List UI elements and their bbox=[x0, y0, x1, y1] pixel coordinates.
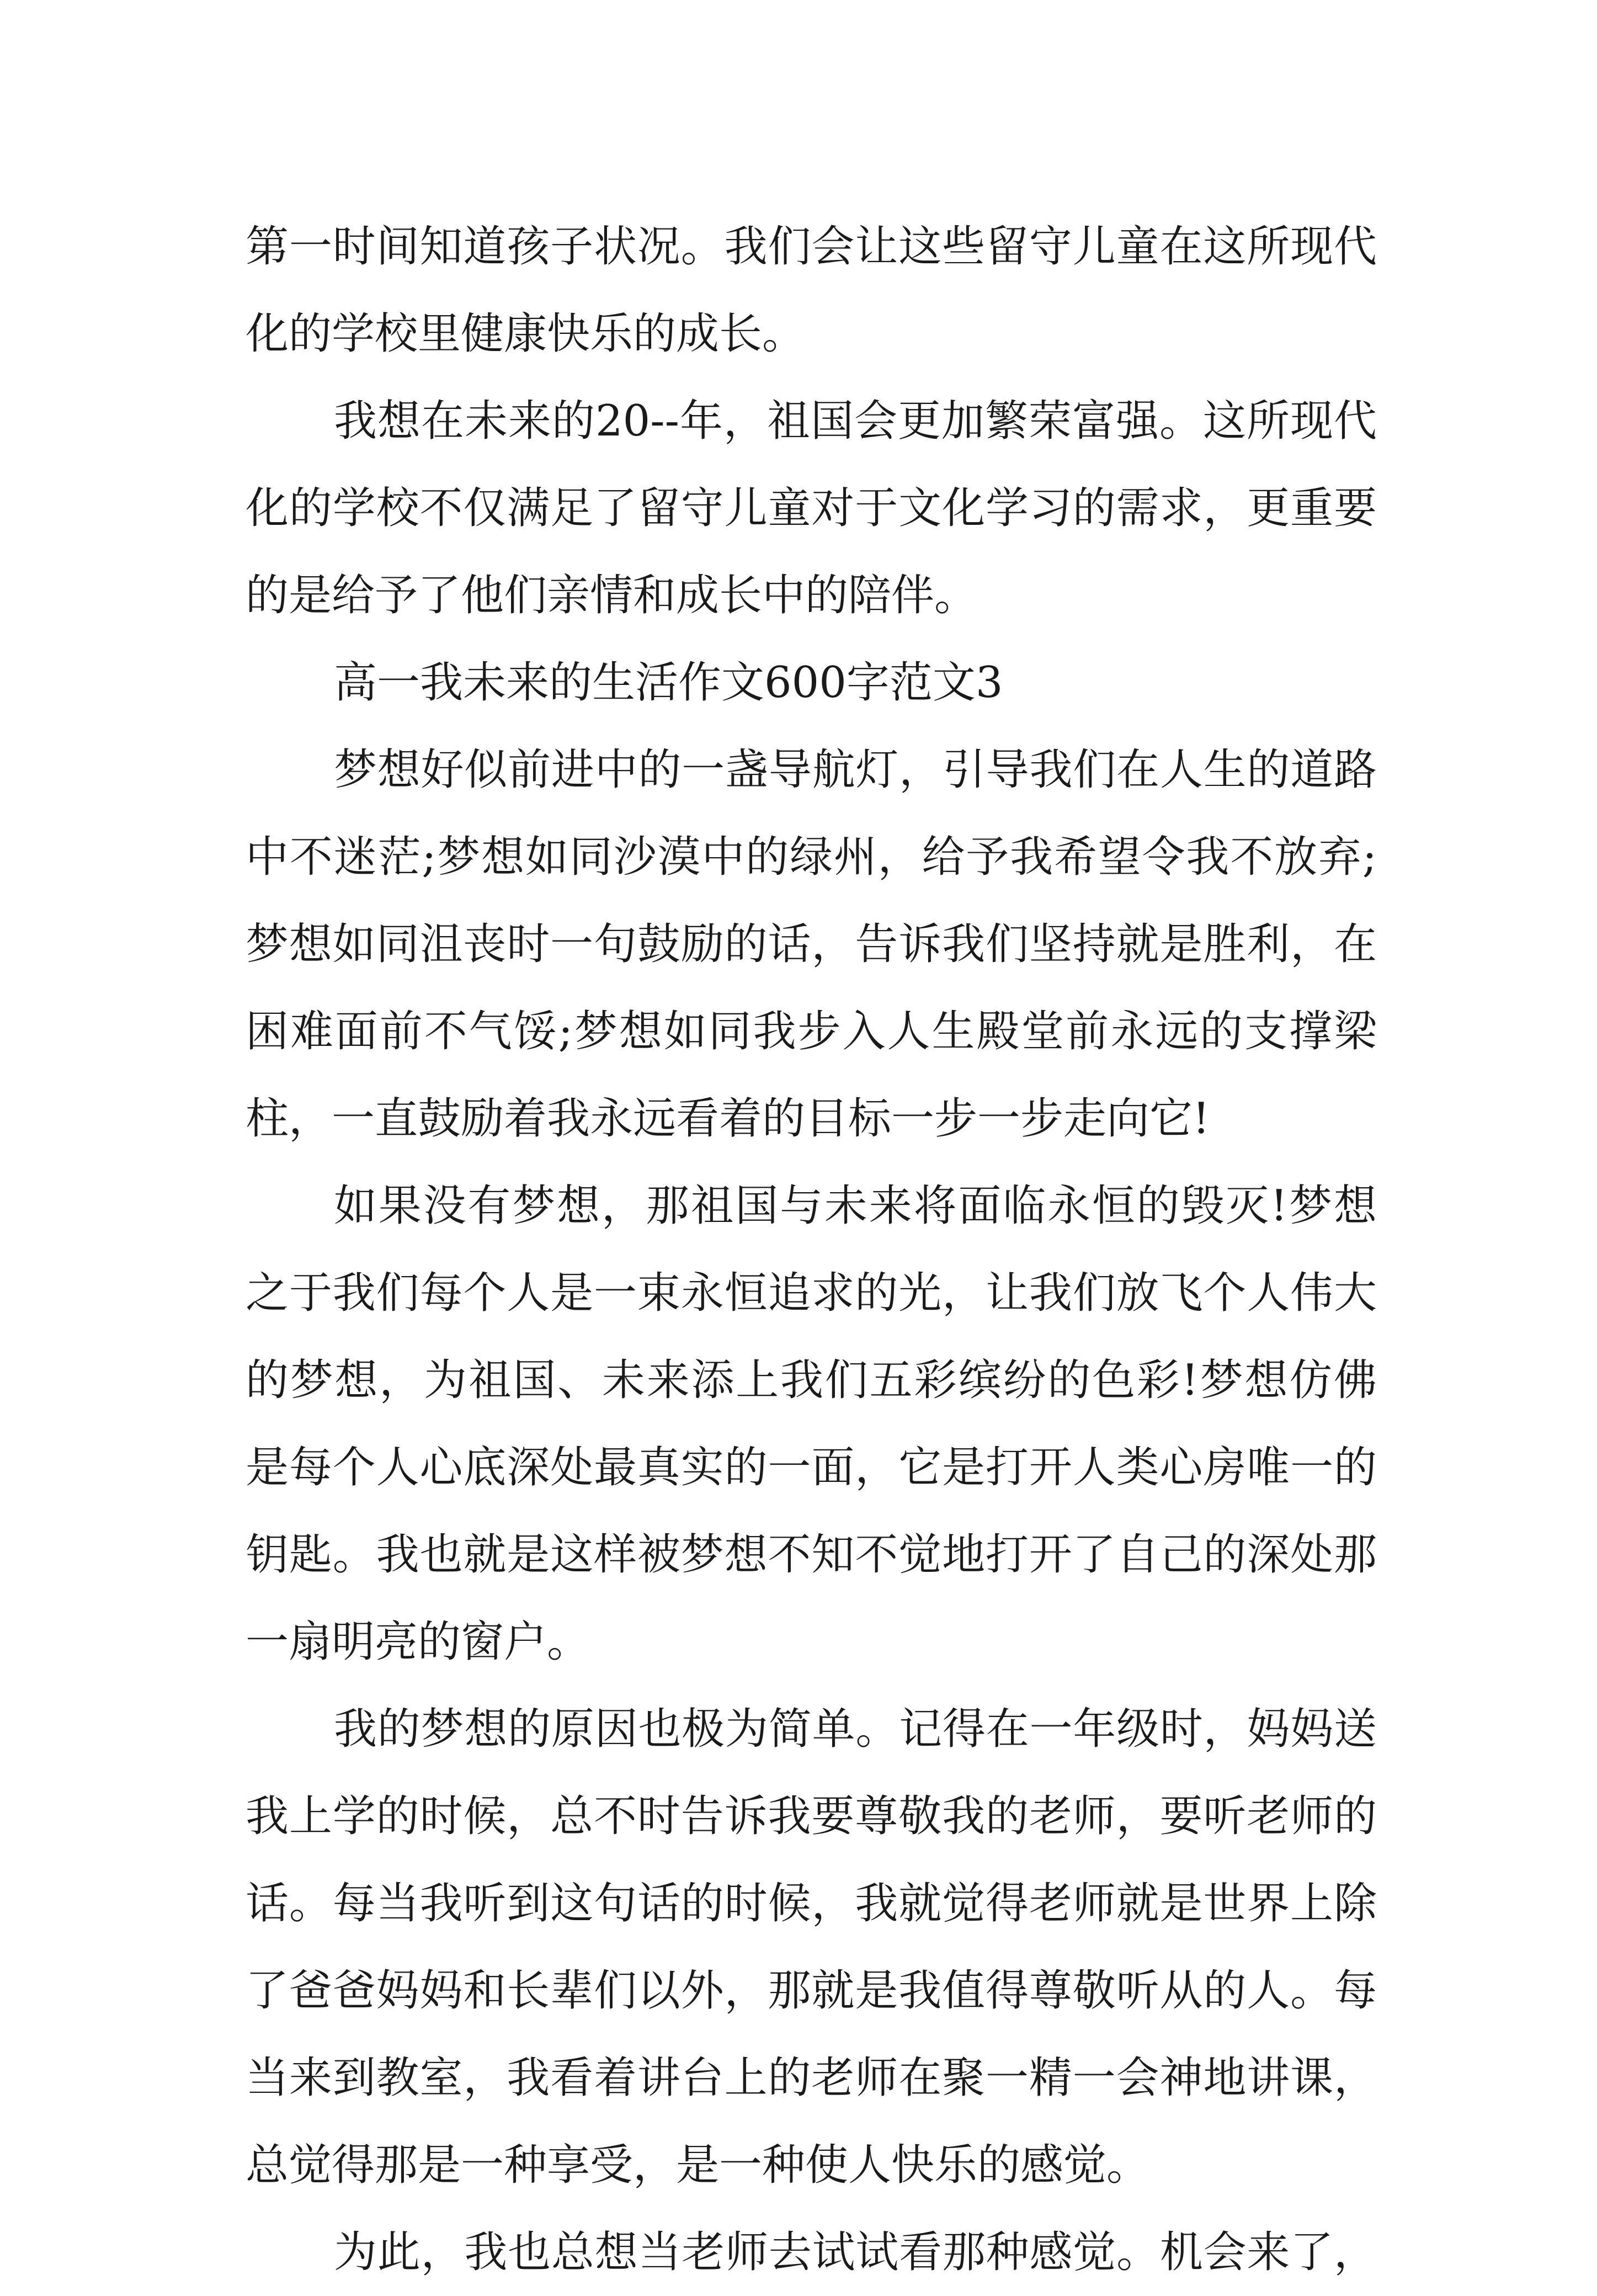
text-line: 梦想如同沮丧时一句鼓励的话，告诉我们坚持就是胜利，在 bbox=[246, 920, 1377, 969]
text-line: 了爸爸妈妈和长辈们以外，那就是我值得尊敬听从的人。每 bbox=[246, 1966, 1377, 2016]
paragraph bbox=[246, 203, 1377, 378]
text-line: 总觉得那是一种享受，是一种使人快乐的感觉。 bbox=[246, 2140, 1150, 2190]
text-line: 当来到教室，我看着讲台上的老师在聚一精一会神地讲课， bbox=[246, 2053, 1377, 2103]
text-line: 中不迷茫;梦想如同沙漠中的绿州，给予我希望令我不放弃; bbox=[246, 832, 1377, 882]
text-line: 话。每当我听到这句话的时候，我就觉得老师就是世界上除 bbox=[246, 1879, 1377, 1928]
text-line: 是每个人心底深处最真实的一面，它是打开人类心房唯一的 bbox=[246, 1443, 1377, 1492]
section-heading bbox=[246, 639, 1377, 726]
paragraph bbox=[246, 1686, 1377, 2209]
text-line: 的是给予了他们亲情和成长中的陪伴。 bbox=[246, 571, 978, 620]
text-line: 我的梦想的原因也极为简单。记得在一年级时，妈妈送 bbox=[334, 1704, 1377, 1754]
text-line: 困难面前不气馁;梦想如同我步入人生殿堂前永远的支撑梁 bbox=[246, 1007, 1377, 1056]
text-line: 柱，一直鼓励着我永远看着的目标一步一步走向它! bbox=[246, 1094, 1210, 1144]
text-line: 我上学的时候，总不时告诉我要尊敬我的老师，要听老师的 bbox=[246, 1792, 1377, 1841]
text-line: 第一时间知道孩子状况。我们会让这些留守儿童在这所现代 bbox=[246, 222, 1377, 272]
paragraph bbox=[246, 2209, 1377, 2296]
text-line: 梦想好似前进中的一盏导航灯，引导我们在人生的道路 bbox=[334, 745, 1377, 795]
paragraph bbox=[246, 378, 1377, 639]
text-line: 化的学校不仅满足了留守儿童对于文化学习的需求，更重要 bbox=[246, 483, 1377, 533]
text-line: 如果没有梦想，那祖国与未来将面临永恒的毁灭!梦想 bbox=[334, 1181, 1377, 1231]
text-line: 化的学校里健康快乐的成长。 bbox=[246, 309, 806, 359]
document-body bbox=[246, 203, 1377, 2296]
text-line: 我想在未来的20--年，祖国会更加繁荣富强。这所现代 bbox=[334, 396, 1377, 446]
paragraph bbox=[246, 726, 1377, 1162]
heading-text: 高一我未来的生活作文600字范文3 bbox=[334, 658, 1003, 708]
paragraph bbox=[246, 1162, 1377, 1686]
text-line: 一扇明亮的窗户。 bbox=[246, 1617, 590, 1667]
text-line: 之于我们每个人是一束永恒追求的光，让我们放飞个人伟大 bbox=[246, 1268, 1377, 1318]
text-line: 为此，我也总想当老师去试试看那种感觉。机会来了， bbox=[334, 2228, 1377, 2277]
text-line: 钥匙。我也就是这样被梦想不知不觉地打开了自己的深处那 bbox=[246, 1530, 1377, 1580]
text-line: 的梦想，为祖国、未来添上我们五彩缤纷的色彩!梦想仿佛 bbox=[246, 1356, 1377, 1405]
